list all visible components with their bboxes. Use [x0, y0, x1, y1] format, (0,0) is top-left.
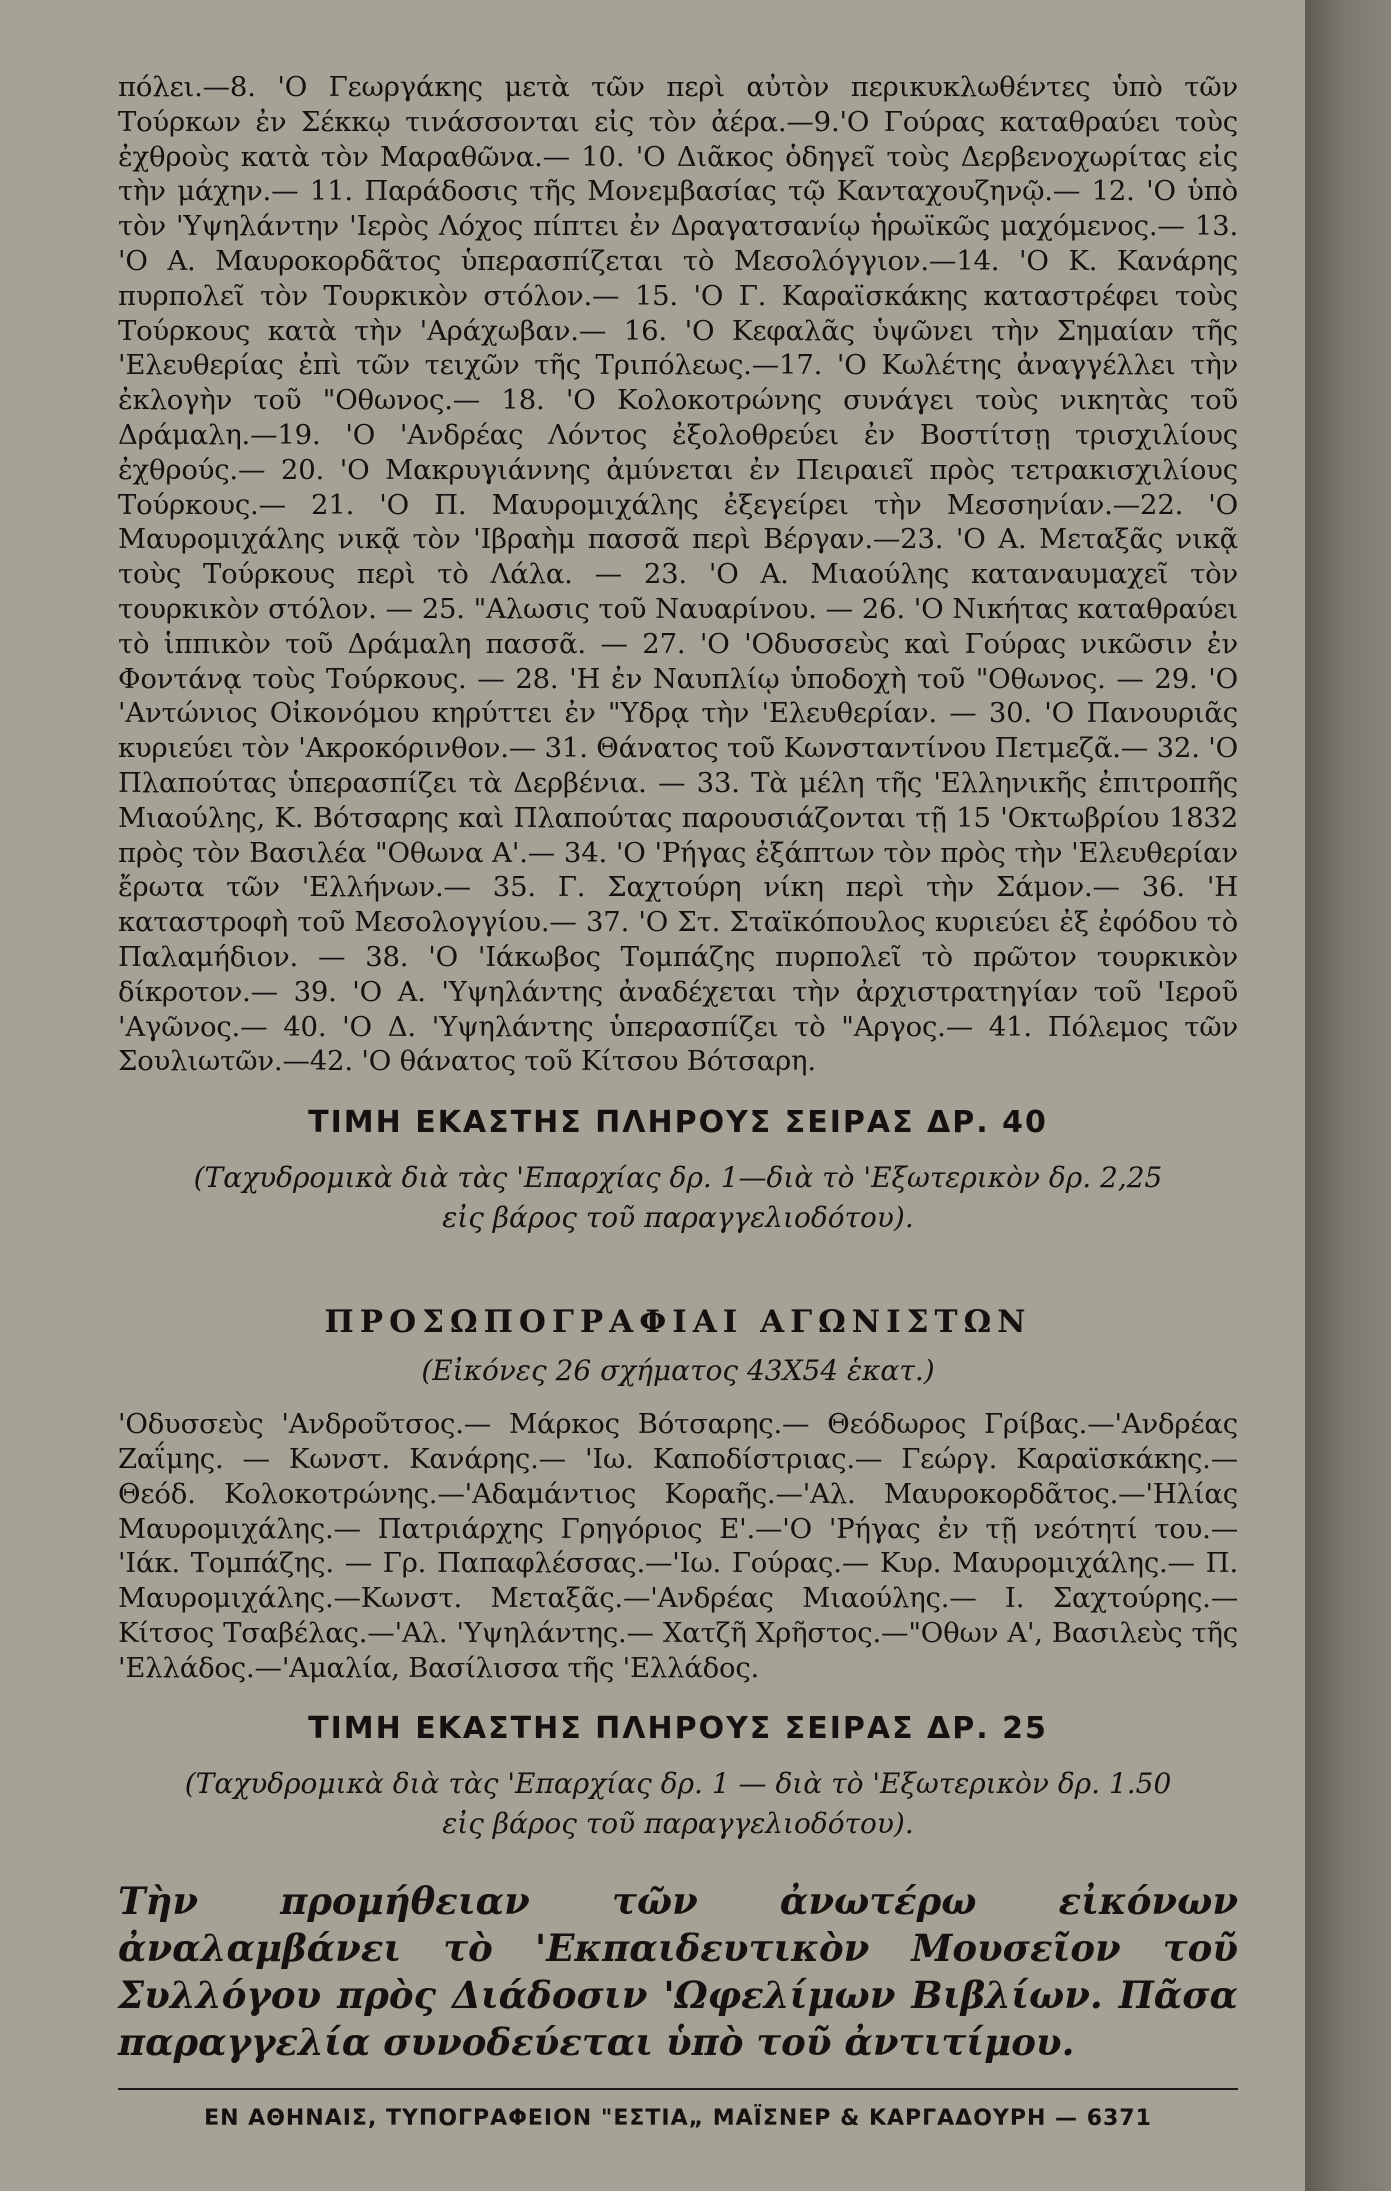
footer-rule: [118, 2088, 1238, 2090]
page-edge-shadow: [1305, 0, 1391, 2191]
postage-note-2-line1: (Ταχυδρομικὰ διὰ τὰς 'Επαρχίας δρ. 1 — διὰ τὸ 'Εξωτερικὸν δρ. 1.50: [184, 1767, 1172, 1801]
price-series-1: ΤΙΜΗ ΕΚΑΣΤΗΣ ΠΛΗΡΟΥΣ ΣΕΙΡΑΣ ΔΡ. 40: [308, 1105, 1048, 1141]
postage-note-1-line1: (Ταχυδρομικὰ διὰ τὰς 'Επαρχίας δρ. 1—διὰ τὸ 'Εξωτερικὸν δρ. 2,25: [193, 1161, 1163, 1195]
postage-note-1-line2: εἰς βάρος τοῦ παραγγελιοδότου).: [442, 1201, 914, 1235]
war-scenes-list: πόλει.—8. 'Ο Γεωργάκης μετὰ τῶν περὶ αὐτὸν περικυκλωθέντες ὑπὸ τῶν Τούρκων ἐν Σέκκῳ τινάσσονται εἰς τὸν ἀέρα.—9.'Ο Γούρας καταθραύει τοὺς ἐχθροὺς κατὰ τὸν Μαραθῶνα.— 10. 'Ο Διᾶκος ὁδηγεῖ τοὺς Δερβενοχωρίτας εἰς τὴν μάχην.— 11. Παράδοσις τῆς Μονεμβασίας τῷ Κανταχουζηνῷ.— 12. 'Ο ὑπὸ τὸν 'Υψηλάντην 'Ιερὸς Λόχος πίπτει ἐν Δραγατσανίῳ ἡρωϊκῶς μαχόμενος.— 13. 'Ο Α. Μαυροκορδᾶτος ὑπερασπίζεται τὸ Μεσολόγγιον.—14. 'Ο Κ. Κανάρης πυρπολεῖ τὸν Τουρκικὸν στόλον.— 15. 'Ο Γ. Καραϊσκάκης καταστρέφει τοὺς Τούρκους κατὰ τὴν 'Αράχωβαν.— 16. 'Ο Κεφαλᾶς ὑψῶνει τὴν Σημαίαν τῆς 'Ελευθερίας ἐπὶ τῶν τειχῶν τῆς Τριπόλεως.—17. 'Ο Κωλέτης ἀναγγέλλει τὴν ἐκλογὴν τοῦ "Οθωνος.— 18. 'Ο Κολοκοτρώνης συνάγει τοὺς νικητὰς τοῦ Δράμαλη.—19. 'Ο 'Ανδρέας Λόντος ἐξολοθρεύει ἐν Βοστίτσῃ τρισχιλίους ἐχθρούς.— 20. 'Ο Μακρυγιάννης ἀμύνεται ἐν Πειραιεῖ πρὸς τετρακισχιλίους Τούρκους.— 21. 'Ο Π. Μαυρομιχάλης ἐξεγείρει τὴν Μεσσηνίαν.—22. 'Ο Μαυρομιχάλης νικᾷ τὸν 'Ιβραὴμ πασσᾶ περὶ Βέργαν.—23. 'Ο Α. Μεταξᾶς νικᾷ τοὺς Τούρκους περὶ τὸ Λάλα. — 23. 'Ο Α. Μιαούλης καταναυμαχεῖ τὸν τουρκικὸν στόλον. — 25. "Αλωσις τοῦ Ναυαρίνου. — 26. 'Ο Νικήτας καταθραύει τὸ ἱππικὸν τοῦ Δράμαλη πασσᾶ. — 27. 'Ο 'Οδυσσεὺς καὶ Γούρας νικῶσιν ἐν Φοντάνᾳ τοὺς Τούρκους. — 28. 'Η ἐν Ναυπλίῳ ὑποδοχὴ τοῦ "Οθωνος. — 29. 'Ο 'Αντώνιος Οἰκονόμου κηρύττει ἐν "Υδρᾳ τὴν 'Ελευθερίαν. — 30. 'Ο Πανουριᾶς κυριεύει τὸν 'Ακροκόρινθον.— 31. Θάνατος τοῦ Κωνσταντίνου Πετμεζᾶ.— 32. 'Ο Πλαπούτας ὑπερασπίζει τὰ Δερβένια. — 33. Τὰ μέλη τῆς 'Ελληνικῆς ἐπιτροπῆς Μιαούλης, Κ. Βότσαρης καὶ Πλαπούτας παρουσιάζονται τῇ 15 'Οκτωβρίου 1832 πρὸς τὸν Βασιλέα "Οθωνα Α'.— 34. 'Ο 'Ρήγας ἐξάπτων τὸν πρὸς τὴν 'Ελευθερίαν ἔρωτα τῶν 'Ελλήνων.— 35. Γ. Σαχτούρη νίκη περὶ τὴν Σάμον.— 36. 'Η καταστροφὴ τοῦ Μεσολογγίου.— 37. 'Ο Στ. Σταϊκόπουλος κυριεύει ἐξ ἐφόδου τὸ Παλαμήδιον. — 38. 'Ο 'Ιάκωβος Τομπάζης πυρπολεῖ τὸ πρῶτον τουρκικὸν δίκροτον.— 39. 'Ο Α. 'Υψηλάντης ἀναδέχεται τὴν ἀρχιστρατηγίαν τοῦ 'Ιεροῦ 'Αγῶνος.— 40. 'Ο Δ. 'Υψηλάντης ὑπερασπίζει τὸ "Αργος.— 41. Πόλεμος τῶν Σουλιωτῶν.—42. 'Ο θάνατος τοῦ Κίτσου Βότσαρη.: [118, 71, 1238, 1078]
order-notice: Τὴν προμήθειαν τῶν ἀνωτέρω εἰκόνων ἀναλαμβάνει τὸ 'Εκπαιδευτικὸν Μουσεῖον τοῦ Συλλόγου πρὸς Διάδοσιν 'Ωφελίμων Βιβλίων. Πᾶσα παραγγελία συνοδεύεται ὑπὸ τοῦ ἀντιτίμου.: [118, 1879, 1238, 2065]
page-content: [118, 70, 1238, 2131]
postage-note-2-line2: εἰς βάρος τοῦ παραγγελιοδότου).: [442, 1807, 914, 1841]
section-subtitle: (Εἰκόνες 26 σχήματος 43Χ54 ἑκατ.): [421, 1354, 935, 1388]
price-series-2: ΤΙΜΗ ΕΚΑΣΤΗΣ ΠΛΗΡΟΥΣ ΣΕΙΡΑΣ ΔΡ. 25: [308, 1711, 1048, 1747]
portraits-list: 'Οδυσσεὺς 'Ανδροῦτσος.— Μάρκος Βότσαρης.— Θεόδωρος Γρίβας.—'Ανδρέας Ζαΐμης. — Κωνστ. Κανάρης.— 'Ιω. Καποδίστριας.— Γεώργ. Καραϊσκάκης.— Θεόδ. Κολοκοτρώνης.—'Αδαμάντιος Κοραῆς.—'Αλ. Μαυροκορδᾶτος.—'Ηλίας Μαυρομιχάλης.— Πατριάρχης Γρηγόριος Ε'.—'Ο 'Ρήγας ἐν τῇ νεότητί του.— 'Ιάκ. Τομπάζης. — Γρ. Παπαφλέσσας.—'Ιω. Γούρας.— Κυρ. Μαυρομιχάλης.— Π. Μαυρομιχάλης.—Κωνστ. Μεταξᾶς.—'Ανδρέας Μιαούλης.— Ι. Σαχτούρης.— Κίτσος Τσαβέλας.—'Αλ. 'Υψηλάντης.— Χατζῆ Χρῆστος.—"Οθων Α', Βασιλεὺς τῆς 'Ελλάδος.—'Αμαλία, Βασίλισσα τῆς 'Ελλάδος.: [118, 1408, 1238, 1684]
section-title-portraits: ΠΡΟΣΩΠΟΓΡΑΦΙΑΙ ΑΓΩΝΙΣΤΩΝ: [324, 1304, 1032, 1341]
printer-imprint: ΕΝ ΑΘΗΝΑΙΣ, ΤΥΠΟΓΡΑΦΕΙΟΝ "ΕΣΤΙΑ„ ΜΑΪΣΝΕΡ & ΚΑΡΓΑΔΟΥΡΗ — 6371: [204, 2106, 1152, 2132]
